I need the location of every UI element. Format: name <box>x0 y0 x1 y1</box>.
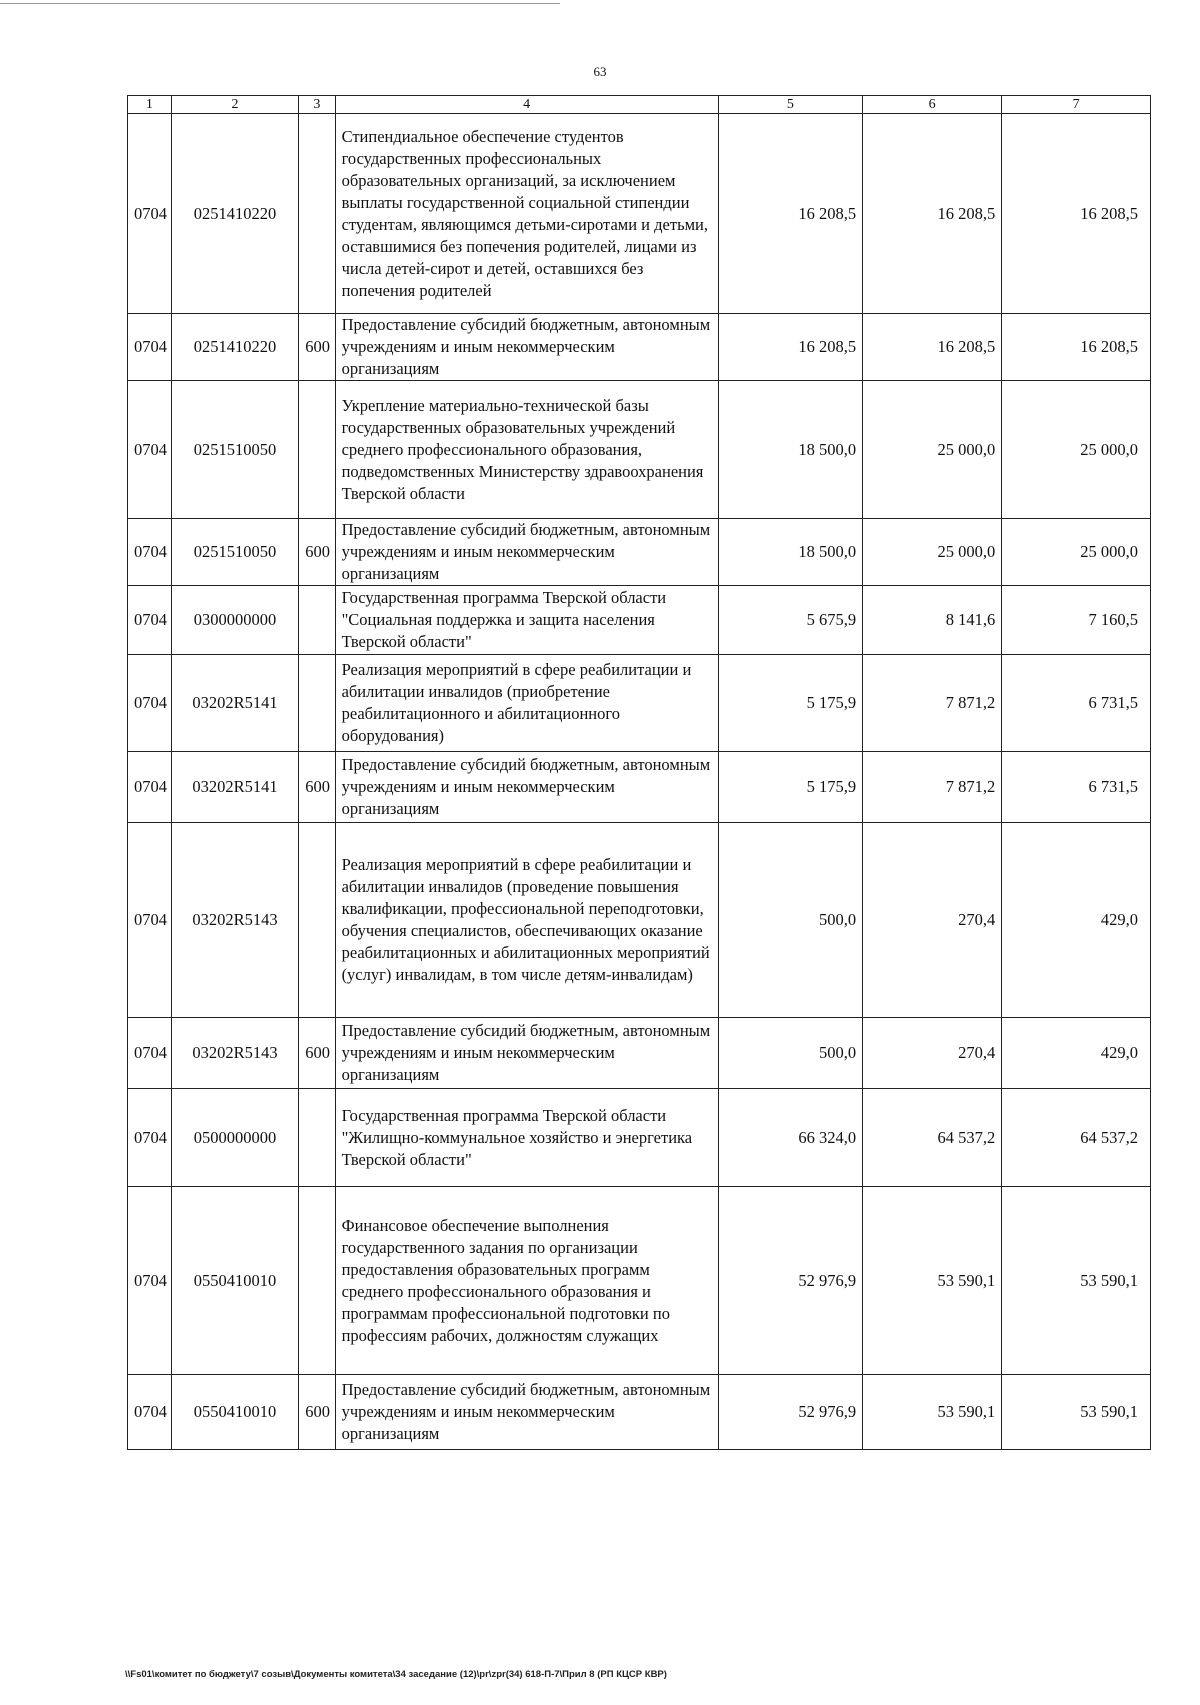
header-cell: 3 <box>299 96 335 114</box>
amount-col-6: 25 000,0 <box>863 381 1002 519</box>
top-rule <box>0 3 560 4</box>
item-name: Стипендиальное обеспечение студентов государственных профессиональных образовательных организаций, за исключением выплаты государственной социальной стипендии студентам, являющимся детьми-сиротами и детьми, оставшимися без попечения родителей, лицами из числа детей-сирот и детей, оставшихся без попечения родителей <box>335 114 718 314</box>
amount-col-5: 500,0 <box>718 1018 862 1089</box>
target-item-code: 0550410010 <box>171 1375 298 1450</box>
section-code: 0704 <box>128 586 172 655</box>
table-row <box>128 381 1151 519</box>
table-row <box>128 314 1151 381</box>
expense-type-code: 600 <box>299 1375 335 1450</box>
expense-type-code <box>299 823 335 1018</box>
expense-type-code <box>299 381 335 519</box>
target-item-code: 0500000000 <box>171 1089 298 1187</box>
header-cell: 2 <box>171 96 298 114</box>
expense-type-code <box>299 655 335 752</box>
target-item-code: 0251410220 <box>171 114 298 314</box>
header-cell: 1 <box>128 96 172 114</box>
table-row <box>128 519 1151 586</box>
section-code: 0704 <box>128 752 172 823</box>
amount-col-6: 25 000,0 <box>863 519 1002 586</box>
expense-type-code <box>299 1187 335 1375</box>
target-item-code: 03202R5143 <box>171 1018 298 1089</box>
section-code: 0704 <box>128 823 172 1018</box>
item-name: Государственная программа Тверской области "Социальная поддержка и защита населения Тверской области" <box>335 586 718 655</box>
table-row <box>128 1375 1151 1450</box>
amount-col-5: 5 675,9 <box>718 586 862 655</box>
target-item-code: 0251410220 <box>171 314 298 381</box>
item-name: Укрепление материально-технической базы государственных образовательных учреждений среднего профессионального образования, подведомственных Министерству здравоохранения Тверской области <box>335 381 718 519</box>
header-row <box>128 96 1151 114</box>
amount-col-5: 16 208,5 <box>718 314 862 381</box>
amount-col-7: 6 731,5 <box>1002 752 1151 823</box>
amount-col-5: 52 976,9 <box>718 1187 862 1375</box>
expense-type-code <box>299 1089 335 1187</box>
amount-col-6: 16 208,5 <box>863 114 1002 314</box>
table-row <box>128 1089 1151 1187</box>
amount-col-6: 8 141,6 <box>863 586 1002 655</box>
amount-col-7: 64 537,2 <box>1002 1089 1151 1187</box>
item-name: Предоставление субсидий бюджетным, автономным учреждениям и иным некоммерческим организациям <box>335 519 718 586</box>
amount-col-6: 64 537,2 <box>863 1089 1002 1187</box>
table-row <box>128 1018 1151 1089</box>
target-item-code: 0300000000 <box>171 586 298 655</box>
table-row <box>128 586 1151 655</box>
expense-type-code: 600 <box>299 1018 335 1089</box>
amount-col-7: 16 208,5 <box>1002 314 1151 381</box>
item-name: Предоставление субсидий бюджетным, автономным учреждениям и иным некоммерческим организациям <box>335 752 718 823</box>
section-code: 0704 <box>128 1089 172 1187</box>
item-name: Предоставление субсидий бюджетным, автономным учреждениям и иным некоммерческим организациям <box>335 1375 718 1450</box>
amount-col-7: 25 000,0 <box>1002 519 1151 586</box>
amount-col-5: 52 976,9 <box>718 1375 862 1450</box>
item-name: Финансовое обеспечение выполнения государственного задания по организации предоставления образовательных программ среднего профессионального образования и программам профессиональной подготовки по профессиям рабочих, должностям служащих <box>335 1187 718 1375</box>
table-row <box>128 1187 1151 1375</box>
amount-col-6: 53 590,1 <box>863 1375 1002 1450</box>
amount-col-6: 7 871,2 <box>863 752 1002 823</box>
table-row <box>128 752 1151 823</box>
amount-col-6: 16 208,5 <box>863 314 1002 381</box>
file-path-footer: \\Fs01\комитет по бюджету\7 созыв\Документы комитета\34 заседание (12)\pr\zpr(34) 618-П-7\Прил 8 (РП КЦСР КВР) <box>125 1669 667 1680</box>
section-code: 0704 <box>128 381 172 519</box>
header-cell: 4 <box>335 96 718 114</box>
expense-type-code: 600 <box>299 752 335 823</box>
amount-col-7: 16 208,5 <box>1002 114 1151 314</box>
amount-col-6: 53 590,1 <box>863 1187 1002 1375</box>
amount-col-5: 16 208,5 <box>718 114 862 314</box>
item-name: Государственная программа Тверской области "Жилищно-коммунальное хозяйство и энергетика Тверской области" <box>335 1089 718 1187</box>
target-item-code: 0251510050 <box>171 381 298 519</box>
target-item-code: 03202R5141 <box>171 752 298 823</box>
amount-col-7: 25 000,0 <box>1002 381 1151 519</box>
section-code: 0704 <box>128 1375 172 1450</box>
table-row <box>128 655 1151 752</box>
amount-col-6: 270,4 <box>863 823 1002 1018</box>
amount-col-7: 429,0 <box>1002 1018 1151 1089</box>
target-item-code: 0251510050 <box>171 519 298 586</box>
section-code: 0704 <box>128 1187 172 1375</box>
header-cell: 6 <box>863 96 1002 114</box>
amount-col-6: 7 871,2 <box>863 655 1002 752</box>
section-code: 0704 <box>128 1018 172 1089</box>
amount-col-5: 500,0 <box>718 823 862 1018</box>
table-row <box>128 114 1151 314</box>
item-name: Реализация мероприятий в сфере реабилитации и абилитации инвалидов (проведение повышения квалификации, профессиональной переподготовки, обучения специалистов, обеспечивающих оказание реабилитационных и абилитационных мероприятий (услуг) инвалидам, в том числе детям-инвалидам) <box>335 823 718 1018</box>
table-row <box>128 823 1151 1018</box>
header-cell: 5 <box>718 96 862 114</box>
amount-col-5: 18 500,0 <box>718 381 862 519</box>
item-name: Предоставление субсидий бюджетным, автономным учреждениям и иным некоммерческим организациям <box>335 314 718 381</box>
expense-type-code: 600 <box>299 519 335 586</box>
expense-type-code <box>299 586 335 655</box>
amount-col-7: 53 590,1 <box>1002 1375 1151 1450</box>
expense-type-code: 600 <box>299 314 335 381</box>
budget-table <box>127 95 1151 1450</box>
amount-col-5: 66 324,0 <box>718 1089 862 1187</box>
section-code: 0704 <box>128 114 172 314</box>
amount-col-6: 270,4 <box>863 1018 1002 1089</box>
target-item-code: 03202R5141 <box>171 655 298 752</box>
target-item-code: 0550410010 <box>171 1187 298 1375</box>
header-cell: 7 <box>1002 96 1151 114</box>
amount-col-7: 53 590,1 <box>1002 1187 1151 1375</box>
amount-col-5: 5 175,9 <box>718 655 862 752</box>
amount-col-7: 6 731,5 <box>1002 655 1151 752</box>
section-code: 0704 <box>128 655 172 752</box>
item-name: Предоставление субсидий бюджетным, автономным учреждениям и иным некоммерческим организациям <box>335 1018 718 1089</box>
target-item-code: 03202R5143 <box>171 823 298 1018</box>
section-code: 0704 <box>128 314 172 381</box>
amount-col-7: 7 160,5 <box>1002 586 1151 655</box>
amount-col-5: 5 175,9 <box>718 752 862 823</box>
amount-col-7: 429,0 <box>1002 823 1151 1018</box>
item-name: Реализация мероприятий в сфере реабилитации и абилитации инвалидов (приобретение реабилитационного и абилитационного оборудования) <box>335 655 718 752</box>
amount-col-5: 18 500,0 <box>718 519 862 586</box>
page-number: 63 <box>593 64 607 79</box>
section-code: 0704 <box>128 519 172 586</box>
expense-type-code <box>299 114 335 314</box>
